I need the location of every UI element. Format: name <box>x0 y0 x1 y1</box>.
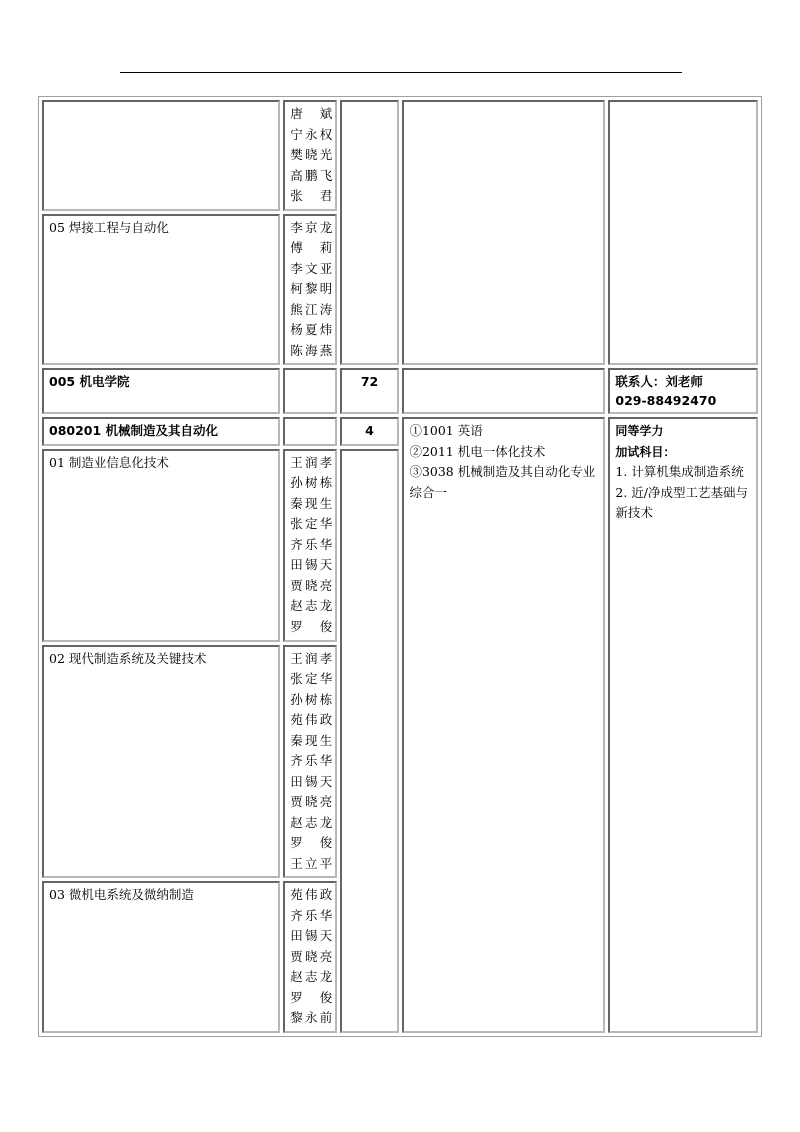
extra-subjects-note: 同等学力 加试科目： 1. 计算机集成制造系统 2. 近/净成型工艺基础与新技术 <box>608 417 758 1033</box>
direction-05: 05 焊接工程与自动化 <box>42 214 280 366</box>
empty-cell <box>402 368 605 414</box>
advisor-list: 李京龙 傅 莉 李文亚 柯黎明 熊江涛 杨夏炜 陈海燕 <box>283 214 336 366</box>
quota-cell <box>340 100 400 365</box>
header-rule <box>120 72 682 73</box>
major-row <box>42 417 758 446</box>
empty-cell <box>283 368 336 414</box>
direction-02: 02 现代制造系统及关键技术 <box>42 645 280 879</box>
advisor-list: 王润孝 孙树栋 秦现生 张定华 齐乐华 田锡天 贾晓亮 赵志龙 罗 俊 <box>283 449 336 642</box>
college-quota: 72 <box>340 368 400 414</box>
advisor-list: 王润孝 张定华 孙树栋 苑伟政 秦现生 齐乐华 田锡天 贾晓亮 赵志龙 罗 俊 王立平 <box>283 645 336 879</box>
admission-table <box>38 96 762 1037</box>
empty-cell <box>283 417 336 446</box>
table-row <box>42 100 758 211</box>
advisor-list: 苑伟政 齐乐华 田锡天 贾晓亮 赵志龙 罗 俊 黎永前 <box>283 881 336 1033</box>
contact-phone: 029-88492470 <box>615 393 717 408</box>
college-row <box>42 368 758 414</box>
contact-label: 联系人：刘老师 <box>615 374 703 389</box>
college-name: 005 机电学院 <box>42 368 280 414</box>
advisor-list: 唐 斌 宁永权 樊晓光 高鹏飞 张 君 <box>283 100 336 211</box>
exam-cell <box>402 100 605 365</box>
direction-01: 01 制造业信息化技术 <box>42 449 280 642</box>
major-quota: 4 <box>340 417 400 446</box>
note-cell <box>608 100 758 365</box>
direction-03: 03 微机电系统及微纳制造 <box>42 881 280 1033</box>
direction-cell <box>42 100 280 211</box>
quota-cell <box>340 449 400 1033</box>
contact-cell <box>608 368 758 414</box>
exam-subjects: ①1001 英语 ②2011 机电一体化技术 ③3038 机械制造及其自动化专业综合一 <box>402 417 605 1033</box>
major-name: 080201 机械制造及其自动化 <box>42 417 280 446</box>
